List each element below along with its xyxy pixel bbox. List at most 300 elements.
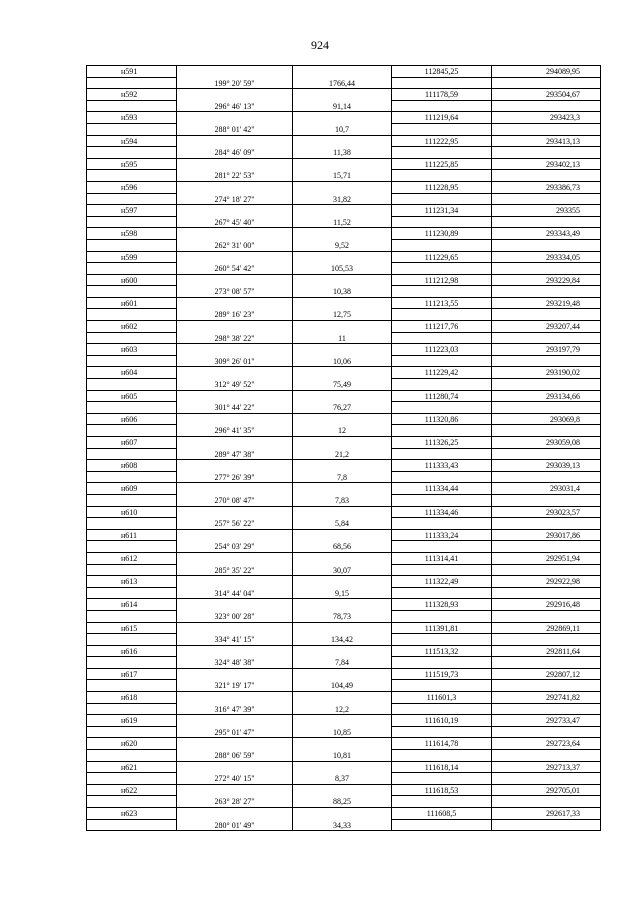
x-cell-empty [392, 379, 492, 391]
direction-angle: 301° 44' 22" [177, 402, 293, 414]
x-cell-empty [392, 704, 492, 716]
segment-length: 7,8 [293, 472, 392, 484]
angle-cell-empty [177, 275, 293, 287]
point-name: н619 [87, 715, 177, 727]
length-cell-empty [293, 460, 392, 472]
x-cell-empty [392, 773, 492, 785]
direction-angle: 273° 08' 57" [177, 286, 293, 298]
point-row [87, 553, 601, 565]
point-name: н596 [87, 182, 177, 194]
x-cell-empty [392, 217, 492, 229]
y-coordinate: 293031,4 [492, 483, 601, 495]
y-cell-empty [492, 263, 601, 275]
angle-cell-empty [177, 159, 293, 171]
segment-row [87, 402, 601, 414]
segment-length: 104,49 [293, 680, 392, 692]
y-coordinate: 292916,48 [492, 599, 601, 611]
y-cell-empty [492, 565, 601, 577]
x-coordinate: 111391,81 [392, 623, 492, 635]
direction-angle: 298° 38' 22" [177, 333, 293, 345]
segment-row [87, 170, 601, 182]
length-cell-empty [293, 182, 392, 194]
point-name: н615 [87, 623, 177, 635]
x-cell-empty [392, 588, 492, 600]
y-coordinate: 292733,47 [492, 715, 601, 727]
angle-cell-empty [177, 715, 293, 727]
page-number: 924 [311, 38, 329, 52]
angle-cell-empty [177, 298, 293, 310]
y-cell-empty [492, 194, 601, 206]
x-cell-empty [392, 727, 492, 739]
x-cell-empty [392, 680, 492, 692]
name-cell-empty [87, 78, 177, 90]
length-cell-empty [293, 599, 392, 611]
point-name: н603 [87, 344, 177, 356]
y-coordinate: 293190,02 [492, 367, 601, 379]
angle-cell-empty [177, 205, 293, 217]
angle-cell-empty [177, 437, 293, 449]
point-row [87, 623, 601, 635]
point-name: н598 [87, 228, 177, 240]
point-row [87, 182, 601, 194]
angle-cell-empty [177, 738, 293, 750]
point-row [87, 808, 601, 820]
direction-angle: 314° 44' 04" [177, 588, 293, 600]
point-name: н618 [87, 692, 177, 704]
name-cell-empty [87, 773, 177, 785]
segment-length: 34,33 [293, 820, 392, 832]
segment-length: 76,27 [293, 402, 392, 414]
x-coordinate: 111333,24 [392, 530, 492, 542]
name-cell-empty [87, 101, 177, 113]
segment-length: 10,7 [293, 124, 392, 136]
x-coordinate: 111322,49 [392, 576, 492, 588]
point-name: н608 [87, 460, 177, 472]
point-row [87, 692, 601, 704]
x-coordinate: 111212,98 [392, 275, 492, 287]
y-cell-empty [492, 240, 601, 252]
point-name: н594 [87, 136, 177, 148]
name-cell-empty [87, 565, 177, 577]
name-cell-empty [87, 472, 177, 484]
point-name: н606 [87, 414, 177, 426]
angle-cell-empty [177, 252, 293, 264]
point-name: н591 [87, 66, 177, 78]
name-cell-empty [87, 194, 177, 206]
segment-length: 1766,44 [293, 78, 392, 90]
angle-cell-empty [177, 66, 293, 78]
y-cell-empty [492, 634, 601, 646]
x-coordinate: 111219,64 [392, 112, 492, 124]
direction-angle: 254° 03' 29" [177, 541, 293, 553]
length-cell-empty [293, 576, 392, 588]
direction-angle: 280° 01' 49" [177, 820, 293, 832]
segment-row [87, 124, 601, 136]
segment-length: 10,06 [293, 356, 392, 368]
length-cell-empty [293, 367, 392, 379]
y-coordinate: 293039,13 [492, 460, 601, 472]
x-coordinate: 111280,74 [392, 391, 492, 403]
x-coordinate: 111229,42 [392, 367, 492, 379]
x-coordinate: 111328,93 [392, 599, 492, 611]
segment-length: 11 [293, 333, 392, 345]
y-cell-empty [492, 796, 601, 808]
x-cell-empty [392, 472, 492, 484]
point-name: н613 [87, 576, 177, 588]
y-coordinate: 293423,3 [492, 112, 601, 124]
x-cell-empty [392, 611, 492, 623]
x-coordinate: 111601,3 [392, 692, 492, 704]
direction-angle: 272° 40' 15" [177, 773, 293, 785]
angle-cell-empty [177, 112, 293, 124]
angle-cell-empty [177, 808, 293, 820]
x-cell-empty [392, 518, 492, 530]
point-row [87, 483, 601, 495]
point-row [87, 576, 601, 588]
x-coordinate: 111334,46 [392, 507, 492, 519]
y-cell-empty [492, 750, 601, 762]
segment-length: 68,56 [293, 541, 392, 553]
point-name: н610 [87, 507, 177, 519]
x-coordinate: 111225,85 [392, 159, 492, 171]
point-name: н612 [87, 553, 177, 565]
segment-row [87, 796, 601, 808]
point-row [87, 669, 601, 681]
y-cell-empty [492, 356, 601, 368]
point-name: н621 [87, 762, 177, 774]
x-cell-empty [392, 634, 492, 646]
x-cell-empty [392, 356, 492, 368]
point-row [87, 275, 601, 287]
segment-row [87, 333, 601, 345]
x-cell-empty [392, 170, 492, 182]
direction-angle: 257° 56' 22" [177, 518, 293, 530]
segment-row [87, 704, 601, 716]
length-cell-empty [293, 414, 392, 426]
y-cell-empty [492, 379, 601, 391]
length-cell-empty [293, 228, 392, 240]
name-cell-empty [87, 657, 177, 669]
length-cell-empty [293, 298, 392, 310]
y-coordinate: 292723,64 [492, 738, 601, 750]
direction-angle: 277° 26' 39" [177, 472, 293, 484]
segment-row [87, 472, 601, 484]
segment-length: 12,75 [293, 309, 392, 321]
length-cell-empty [293, 785, 392, 797]
x-coordinate: 111230,89 [392, 228, 492, 240]
angle-cell-empty [177, 692, 293, 704]
point-name: н622 [87, 785, 177, 797]
y-cell-empty [492, 657, 601, 669]
segment-row [87, 541, 601, 553]
angle-cell-empty [177, 483, 293, 495]
length-cell-empty [293, 275, 392, 287]
name-cell-empty [87, 217, 177, 229]
x-cell-empty [392, 565, 492, 577]
x-coordinate: 111213,55 [392, 298, 492, 310]
direction-angle: 267° 45' 40" [177, 217, 293, 229]
y-coordinate: 293069,8 [492, 414, 601, 426]
y-coordinate: 292713,37 [492, 762, 601, 774]
point-row [87, 762, 601, 774]
y-cell-empty [492, 773, 601, 785]
segment-row [87, 657, 601, 669]
point-name: н602 [87, 321, 177, 333]
point-row [87, 414, 601, 426]
x-coordinate: 111618,53 [392, 785, 492, 797]
length-cell-empty [293, 553, 392, 565]
direction-angle: 285° 35' 22" [177, 565, 293, 577]
y-coordinate: 293219,48 [492, 298, 601, 310]
segment-row [87, 611, 601, 623]
direction-angle: 334° 41' 15" [177, 634, 293, 646]
length-cell-empty [293, 66, 392, 78]
segment-length: 75,49 [293, 379, 392, 391]
point-row [87, 367, 601, 379]
x-coordinate: 111334,44 [392, 483, 492, 495]
point-name: н623 [87, 808, 177, 820]
name-cell-empty [87, 449, 177, 461]
y-cell-empty [492, 309, 601, 321]
length-cell-empty [293, 252, 392, 264]
length-cell-empty [293, 136, 392, 148]
x-cell-empty [392, 240, 492, 252]
point-row [87, 530, 601, 542]
segment-length: 11,52 [293, 217, 392, 229]
segment-row [87, 425, 601, 437]
length-cell-empty [293, 112, 392, 124]
point-name: н592 [87, 89, 177, 101]
x-coordinate: 111519,73 [392, 669, 492, 681]
point-name: н604 [87, 367, 177, 379]
segment-length: 31,82 [293, 194, 392, 206]
direction-angle: 274° 18' 27" [177, 194, 293, 206]
name-cell-empty [87, 611, 177, 623]
x-coordinate: 111178,59 [392, 89, 492, 101]
y-cell-empty [492, 680, 601, 692]
direction-angle: 262° 31' 00" [177, 240, 293, 252]
point-name: н605 [87, 391, 177, 403]
x-coordinate: 111618,14 [392, 762, 492, 774]
y-coordinate: 292869,11 [492, 623, 601, 635]
name-cell-empty [87, 541, 177, 553]
point-row [87, 228, 601, 240]
point-row [87, 460, 601, 472]
segment-length: 134,42 [293, 634, 392, 646]
x-coordinate: 111326,25 [392, 437, 492, 449]
angle-cell-empty [177, 321, 293, 333]
y-cell-empty [492, 820, 601, 832]
name-cell-empty [87, 379, 177, 391]
segment-length: 10,81 [293, 750, 392, 762]
y-cell-empty [492, 727, 601, 739]
coordinates-table [86, 65, 601, 831]
direction-angle: 321° 19' 17" [177, 680, 293, 692]
name-cell-empty [87, 750, 177, 762]
y-coordinate: 294089,95 [492, 66, 601, 78]
segment-row [87, 773, 601, 785]
segment-length: 10,38 [293, 286, 392, 298]
segment-row [87, 286, 601, 298]
y-cell-empty [492, 704, 601, 716]
segment-length: 7,83 [293, 495, 392, 507]
length-cell-empty [293, 205, 392, 217]
point-row [87, 599, 601, 611]
x-coordinate: 111513,32 [392, 646, 492, 658]
segment-length: 8,37 [293, 773, 392, 785]
name-cell-empty [87, 170, 177, 182]
segment-row [87, 240, 601, 252]
length-cell-empty [293, 715, 392, 727]
point-row [87, 646, 601, 658]
name-cell-empty [87, 727, 177, 739]
y-coordinate: 293059,08 [492, 437, 601, 449]
x-coordinate: 111610,19 [392, 715, 492, 727]
y-cell-empty [492, 124, 601, 136]
y-cell-empty [492, 402, 601, 414]
y-coordinate: 293343,49 [492, 228, 601, 240]
name-cell-empty [87, 240, 177, 252]
point-row [87, 391, 601, 403]
length-cell-empty [293, 738, 392, 750]
y-coordinate: 292811,64 [492, 646, 601, 658]
length-cell-empty [293, 808, 392, 820]
x-coordinate: 112845,25 [392, 66, 492, 78]
x-coordinate: 111231,34 [392, 205, 492, 217]
x-coordinate: 111614,78 [392, 738, 492, 750]
segment-length: 9,15 [293, 588, 392, 600]
length-cell-empty [293, 646, 392, 658]
segment-row [87, 194, 601, 206]
angle-cell-empty [177, 391, 293, 403]
angle-cell-empty [177, 414, 293, 426]
y-coordinate: 293355 [492, 205, 601, 217]
y-cell-empty [492, 588, 601, 600]
point-row [87, 437, 601, 449]
angle-cell-empty [177, 460, 293, 472]
segment-row [87, 356, 601, 368]
y-coordinate: 292617,33 [492, 808, 601, 820]
segment-length: 11,38 [293, 147, 392, 159]
segment-length: 91,14 [293, 101, 392, 113]
y-cell-empty [492, 170, 601, 182]
y-coordinate: 293229,84 [492, 275, 601, 287]
segment-row [87, 263, 601, 275]
x-cell-empty [392, 263, 492, 275]
y-cell-empty [492, 333, 601, 345]
x-coordinate: 111229,65 [392, 252, 492, 264]
x-cell-empty [392, 750, 492, 762]
segment-row [87, 309, 601, 321]
length-cell-empty [293, 669, 392, 681]
y-cell-empty [492, 518, 601, 530]
y-coordinate: 292705,01 [492, 785, 601, 797]
y-cell-empty [492, 472, 601, 484]
x-coordinate: 111608,5 [392, 808, 492, 820]
point-row [87, 321, 601, 333]
y-cell-empty [492, 495, 601, 507]
y-coordinate: 292922,98 [492, 576, 601, 588]
x-coordinate: 111320,86 [392, 414, 492, 426]
point-row [87, 89, 601, 101]
y-coordinate: 293207,44 [492, 321, 601, 333]
y-cell-empty [492, 449, 601, 461]
point-name: н595 [87, 159, 177, 171]
x-cell-empty [392, 309, 492, 321]
y-coordinate: 293017,86 [492, 530, 601, 542]
segment-row [87, 78, 601, 90]
direction-angle: 309° 26' 01" [177, 356, 293, 368]
x-coordinate: 111333,43 [392, 460, 492, 472]
segment-length: 78,73 [293, 611, 392, 623]
direction-angle: 270° 08' 47" [177, 495, 293, 507]
name-cell-empty [87, 402, 177, 414]
direction-angle: 296° 41' 35" [177, 425, 293, 437]
direction-angle: 288° 06' 59" [177, 750, 293, 762]
direction-angle: 289° 47' 38" [177, 449, 293, 461]
angle-cell-empty [177, 576, 293, 588]
segment-row [87, 820, 601, 832]
point-name: н601 [87, 298, 177, 310]
name-cell-empty [87, 820, 177, 832]
segment-length: 10,85 [293, 727, 392, 739]
x-cell-empty [392, 286, 492, 298]
length-cell-empty [293, 692, 392, 704]
name-cell-empty [87, 147, 177, 159]
y-coordinate: 293023,57 [492, 507, 601, 519]
angle-cell-empty [177, 367, 293, 379]
x-cell-empty [392, 449, 492, 461]
x-cell-empty [392, 820, 492, 832]
segment-row [87, 101, 601, 113]
direction-angle: 289° 16' 23" [177, 309, 293, 321]
angle-cell-empty [177, 228, 293, 240]
segment-length: 105,53 [293, 263, 392, 275]
angle-cell-empty [177, 530, 293, 542]
name-cell-empty [87, 333, 177, 345]
name-cell-empty [87, 425, 177, 437]
name-cell-empty [87, 356, 177, 368]
y-coordinate: 293386,73 [492, 182, 601, 194]
segment-length: 15,71 [293, 170, 392, 182]
x-coordinate: 111314,41 [392, 553, 492, 565]
segment-length: 9,52 [293, 240, 392, 252]
segment-length: 88,25 [293, 796, 392, 808]
name-cell-empty [87, 796, 177, 808]
y-coordinate: 293134,66 [492, 391, 601, 403]
x-coordinate: 111223,03 [392, 344, 492, 356]
y-coordinate: 293334,05 [492, 252, 601, 264]
point-name: н617 [87, 669, 177, 681]
point-name: н597 [87, 205, 177, 217]
point-name: н616 [87, 646, 177, 658]
angle-cell-empty [177, 646, 293, 658]
y-coordinate: 293504,67 [492, 89, 601, 101]
point-row [87, 785, 601, 797]
direction-angle: 288° 01' 42" [177, 124, 293, 136]
point-row [87, 507, 601, 519]
direction-angle: 323° 00' 28" [177, 611, 293, 623]
angle-cell-empty [177, 507, 293, 519]
x-cell-empty [392, 402, 492, 414]
x-cell-empty [392, 657, 492, 669]
angle-cell-empty [177, 344, 293, 356]
angle-cell-empty [177, 785, 293, 797]
angle-cell-empty [177, 89, 293, 101]
segment-row [87, 147, 601, 159]
x-coordinate: 111217,76 [392, 321, 492, 333]
x-cell-empty [392, 101, 492, 113]
